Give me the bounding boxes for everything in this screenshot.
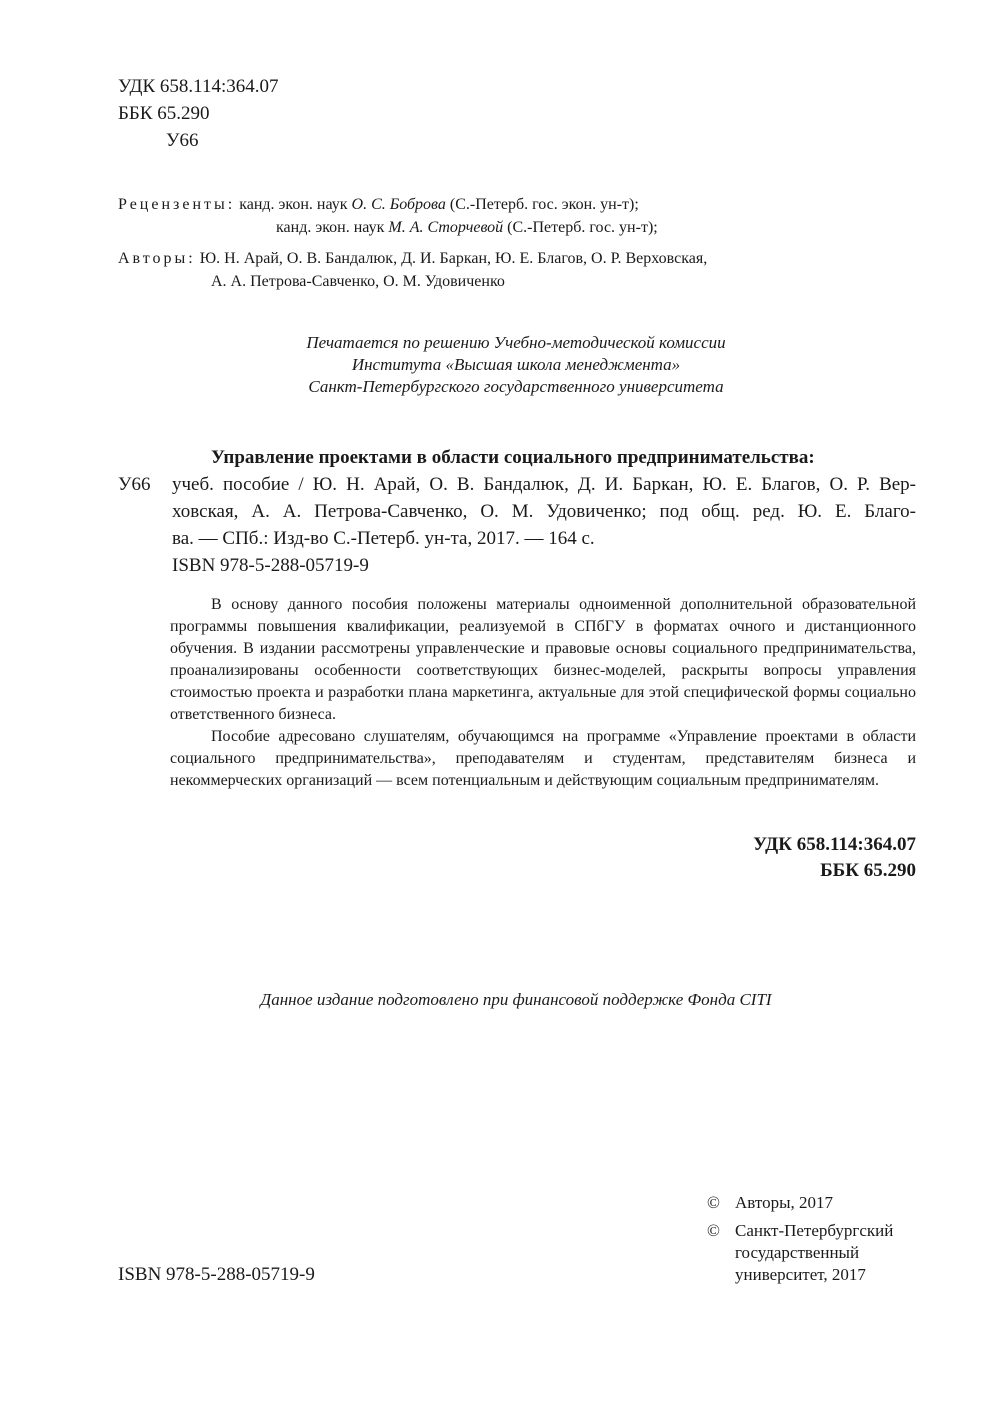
biblio-isbn: ISBN 978-5-288-05719-9 [172,555,369,576]
abstract-paragraph-2: Пособие адресовано слушателям, обучающимся на программе «Управление проектами в области социального предпринимательства», преподавателям и студентам, представителям бизнеса и некоммерческих организаций — всем потенциальным и действующим социальным предпринимателям. [170,728,916,789]
copyright-authors: © Авторы, 2017 [707,1193,834,1212]
bbk-code-bold: ББК 65.290 [820,860,916,881]
abstract-paragraph-1: В основу данного пособия положены материалы одноименной дополнительной образовательной программы повышения квалификации, реализуемой в СПбГУ в форматах очного и дистанционного обучения. В издании рассмотрены управленческие и правовые основы социального предпринимательства, проанализированы особенности соответствующих бизнес-моделей, раскрыты вопросы управления стоимостью проекта и разработки плана маркетинга, актуальные для этой специфической формы социально ответственного бизнеса. [170,596,916,723]
classification-codes-top [118,73,279,154]
authors-line-1: Авторы: Ю. Н. Арай, О. В. Бандалюк, Д. И. Баркан, Ю. Е. Благов, О. Р. Верховская, [118,250,708,267]
reviewers-label: Рецензенты: [118,196,236,213]
author-mark: У66 [166,130,199,151]
copyright-icon: © [707,1221,720,1240]
bbk-code: ББК 65.290 [118,103,210,124]
copyright-icon: © [707,1193,720,1212]
abstract [170,594,916,792]
bibliographic-entry [118,444,916,579]
funding-note: Данное издание подготовлено при финансовой поддержке Фонда CITI [260,990,772,1009]
copyright-university: © Санкт-Петербургский государственный университет, 2017 [707,1221,894,1284]
udk-code-bold: УДК 658.114:364.07 [753,834,916,855]
book-title: Управление проектами в области социального предпринимательства: [211,447,815,468]
reviewers-line-1: Рецензенты: канд. экон. наук О. С. Боброва (С.-Петерб. гос. экон. ун-т); [118,196,639,213]
biblio-author-mark: У66 [118,474,151,495]
copyright-block [707,1192,893,1292]
authors-label: Авторы: [118,250,196,267]
udk-code: УДК 658.114:364.07 [118,76,279,97]
reviewers-line-2: канд. экон. наук М. А. Сторчевой (С.-Петерб. гос. ун-т); [276,219,658,236]
reviewer-name-1: О. С. Боброва [351,196,446,213]
authors-line-2: А. А. Петрова-Савченко, О. М. Удовиченко [211,273,505,290]
biblio-description: учеб. пособие / Ю. Н. Арай, О. В. Бандалюк, Д. И. Баркан, Ю. Е. Благов, О. Р. Вер- ховская, А. А. Петрова-Савченко, О. М. Удовиченко; под общ. ред. Ю. Е. Благо- ва. — СПб.: Изд-во С.-Петерб. ун-та, 2017. — 164 с. [172,474,916,549]
credits-block [118,193,707,293]
publishing-decision: Печатается по решению Учебно-методической комиссии Института «Высшая школа менеджмента» Санкт-Петербургского государственного университета [306,333,726,396]
classification-codes-bottom [753,832,916,884]
reviewer-name-2: М. А. Сторчевой [388,219,504,236]
isbn-bottom: ISBN 978-5-288-05719-9 [118,1264,315,1285]
